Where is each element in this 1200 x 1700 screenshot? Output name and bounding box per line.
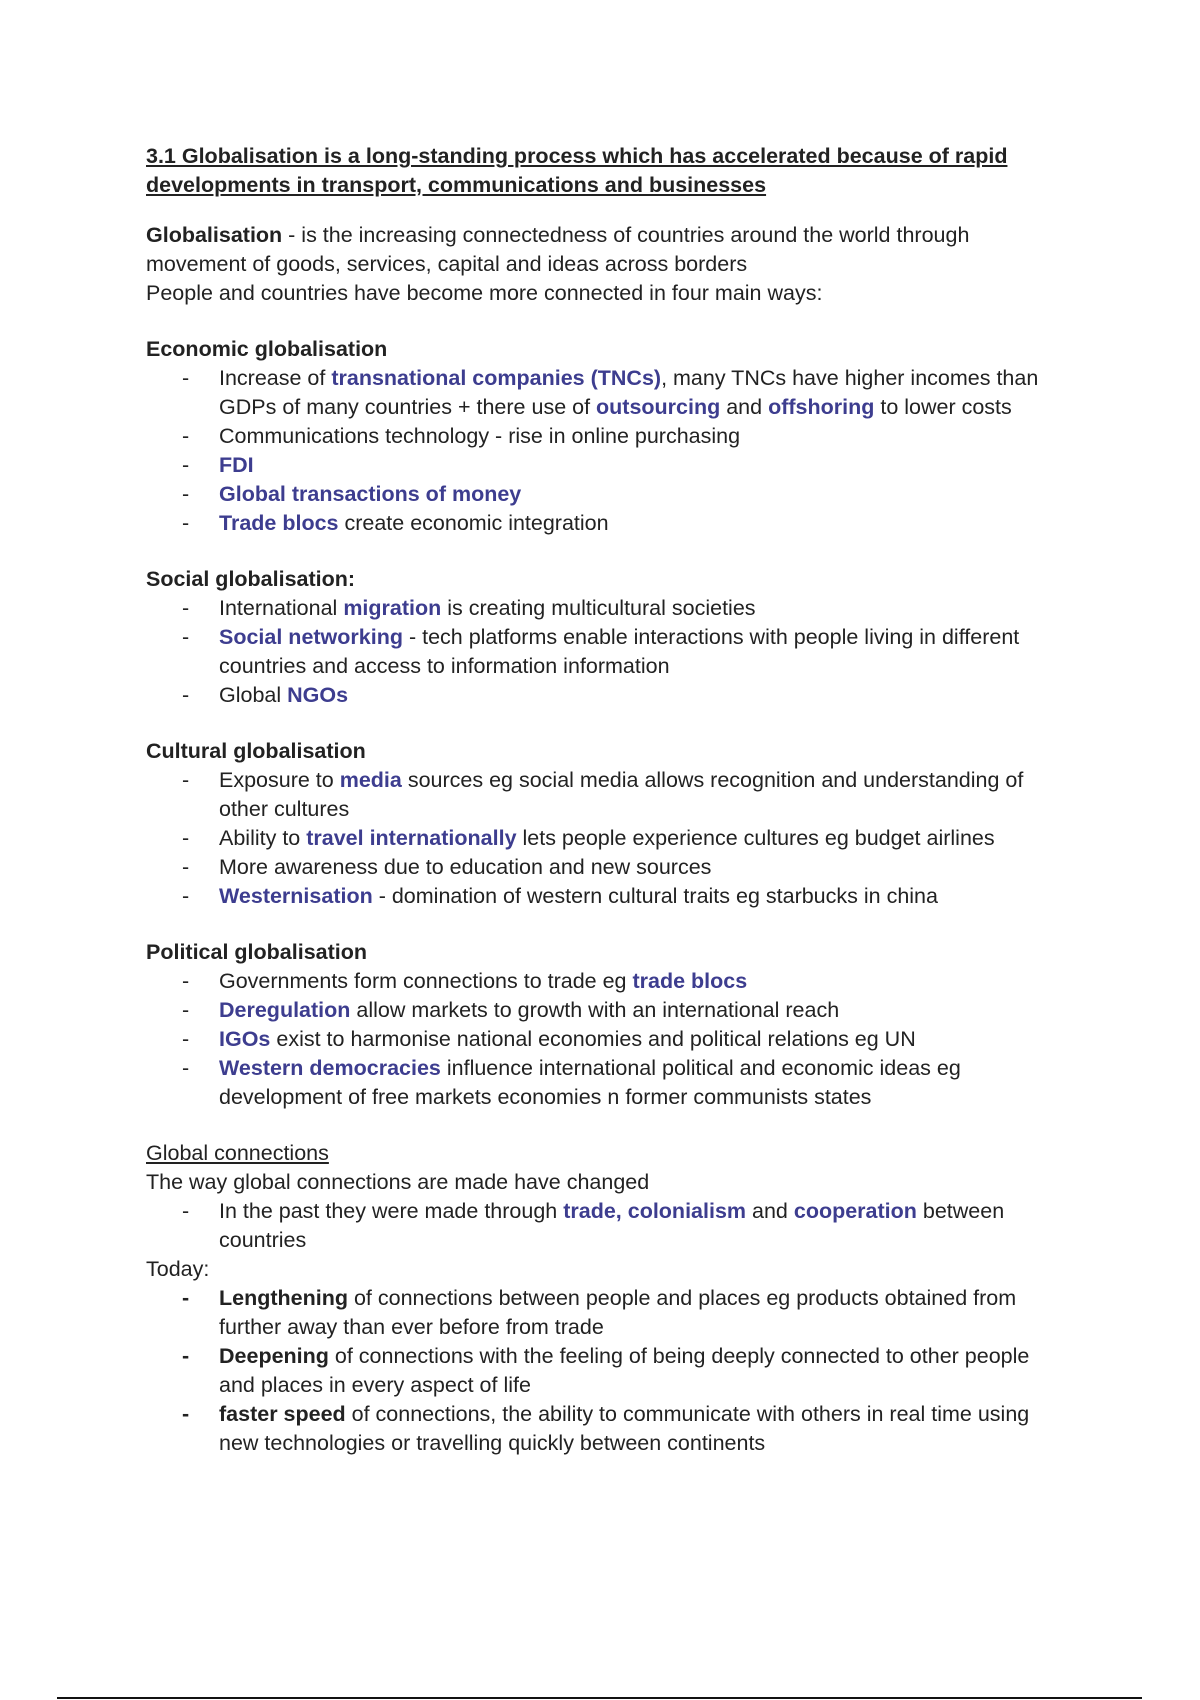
document-page: [146, 142, 1066, 1458]
keyword: Deregulation: [219, 998, 351, 1022]
keyword: Trade blocs: [219, 511, 339, 535]
keyword: media: [339, 768, 402, 792]
keyword: offshoring: [768, 395, 875, 419]
keyword: Western democracies: [219, 1056, 441, 1080]
bullet-dash: -: [182, 683, 190, 707]
item-text: influence international political and economic ideas eg development of free markets economies n former communists states: [219, 1056, 961, 1109]
list-item: [146, 1284, 1066, 1342]
item-text: exist to harmonise national economies and political relations eg UN: [270, 1027, 916, 1051]
economic-list: [146, 364, 1066, 538]
item-text: of connections, the ability to communicate with others in real time using new technologies or travelling quickly between continents: [219, 1402, 1030, 1455]
list-item: [146, 364, 1066, 422]
bullet-dash: -: [182, 998, 190, 1022]
bullet-dash: -: [182, 453, 190, 477]
keyword: migration: [343, 596, 442, 620]
keyword: trade, colonialism: [563, 1199, 747, 1223]
bullet-dash: -: [182, 768, 190, 792]
social-list: [146, 594, 1066, 710]
list-item: [146, 480, 1066, 509]
list-item: [146, 1054, 1066, 1112]
list-item: [146, 594, 1066, 623]
connections-intro: The way global connections are made have changed: [146, 1170, 650, 1194]
cultural-title: Cultural globalisation: [146, 739, 366, 763]
bullet-dash: -: [182, 1056, 190, 1080]
cultural-section: [146, 737, 1066, 911]
list-item: [146, 422, 1066, 451]
list-item: [146, 996, 1066, 1025]
keyword: outsourcing: [596, 395, 721, 419]
item-text: Governments form connections to trade eg: [219, 969, 633, 993]
political-title: Political globalisation: [146, 940, 368, 964]
item-text: , many TNCs have higher incomes than GDPs of many countries + there use of: [219, 366, 1039, 419]
definition-text: - is the increasing connectedness of countries around the world through movement of goods, services, capital and ideas across borders: [146, 223, 970, 276]
connections-title: Global connections: [146, 1141, 329, 1165]
keyword: Social networking: [219, 625, 403, 649]
bullet-dash: -: [182, 596, 190, 620]
bullet-dash: -: [182, 424, 190, 448]
keyword: Westernisation: [219, 884, 373, 908]
cultural-list: [146, 766, 1066, 911]
bullet-dash: -: [182, 1027, 190, 1051]
economic-section: [146, 335, 1066, 538]
item-text: create economic integration: [338, 511, 609, 535]
bullet-dash: -: [182, 1199, 190, 1223]
list-item: [146, 1025, 1066, 1054]
social-title: Social globalisation:: [146, 567, 356, 591]
item-text: between countries: [219, 1199, 1005, 1252]
list-item: [146, 824, 1066, 853]
list-item: [146, 509, 1066, 538]
bullet-dash: -: [182, 1344, 190, 1368]
item-text: Communications technology - rise in online purchasing: [219, 424, 741, 448]
item-text: of connections with the feeling of being deeply connected to other people and places in every aspect of life: [219, 1344, 1030, 1397]
bullet-dash: -: [182, 625, 190, 649]
item-text: More awareness due to education and new sources: [219, 855, 712, 879]
keyword: IGOs: [219, 1027, 271, 1051]
bullet-dash: -: [182, 366, 190, 390]
item-text: of connections between people and places eg products obtained from further away than ever before from trade: [219, 1286, 1017, 1339]
today-label: Today:: [146, 1257, 210, 1281]
list-item: [146, 451, 1066, 480]
list-item: [146, 1342, 1066, 1400]
list-item: [146, 967, 1066, 996]
item-text: Increase of: [219, 366, 332, 390]
item-text: and: [720, 395, 769, 419]
page-title: 3.1 Globalisation is a long-standing process which has accelerated because of rapid developments in transport, communications and businesses: [146, 144, 1008, 197]
item-text: Exposure to: [219, 768, 340, 792]
bullet-dash: -: [182, 969, 190, 993]
keyword: FDI: [219, 453, 254, 477]
list-item: [146, 623, 1066, 681]
definition: [146, 221, 1066, 279]
keyword: trade blocs: [632, 969, 748, 993]
bullet-dash: -: [182, 511, 190, 535]
item-text: is creating multicultural societies: [441, 596, 756, 620]
bullet-dash: -: [182, 1402, 190, 1426]
keyword: transnational companies (TNCs): [331, 366, 662, 390]
political-section: [146, 938, 1066, 1112]
item-text: - tech platforms enable interactions with people living in different countries and access to information information: [219, 625, 1020, 678]
bullet-dash: -: [182, 884, 190, 908]
keyword: cooperation: [793, 1199, 917, 1223]
item-text: and: [746, 1199, 794, 1223]
bullet-dash: -: [182, 826, 190, 850]
list-item: [146, 882, 1066, 911]
definition-term: Globalisation: [146, 223, 283, 247]
list-item: [146, 1197, 1066, 1255]
item-text: Global: [219, 683, 288, 707]
item-text: International: [219, 596, 344, 620]
keyword: Global transactions of money: [219, 482, 522, 506]
page-bottom-rule: [57, 1697, 1142, 1699]
list-item: [146, 853, 1066, 882]
keyword: NGOs: [287, 683, 349, 707]
economic-title: Economic globalisation: [146, 337, 388, 361]
item-text: lets people experience cultures eg budget airlines: [516, 826, 995, 850]
list-item: [146, 681, 1066, 710]
item-text: sources eg social media allows recognition and understanding of other cultures: [219, 768, 1024, 821]
item-text: - domination of western cultural traits eg starbucks in china: [372, 884, 938, 908]
bullet-dash: -: [182, 482, 190, 506]
past-list: [146, 1197, 1066, 1255]
keyword: travel internationally: [306, 826, 517, 850]
item-text: to lower costs: [874, 395, 1012, 419]
bold-term: Lengthening: [219, 1286, 348, 1310]
bullet-dash: -: [182, 1286, 190, 1310]
list-item: [146, 766, 1066, 824]
today-list: [146, 1284, 1066, 1458]
definition-intro: People and countries have become more connected in four main ways:: [146, 281, 823, 305]
political-list: [146, 967, 1066, 1112]
item-text: allow markets to growth with an international reach: [350, 998, 840, 1022]
bullet-dash: -: [182, 855, 190, 879]
item-text: In the past they were made through: [219, 1199, 564, 1223]
social-section: [146, 565, 1066, 710]
list-item: [146, 1400, 1066, 1458]
bold-term: faster speed: [219, 1402, 346, 1426]
item-text: Ability to: [219, 826, 307, 850]
bold-term: Deepening: [219, 1344, 329, 1368]
connections-section: [146, 1139, 1066, 1458]
